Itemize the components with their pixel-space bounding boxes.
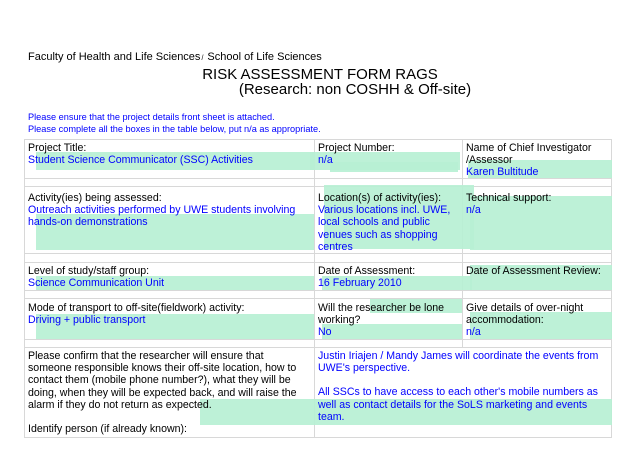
assessment-date-value: 16 February 2010 xyxy=(318,277,402,290)
activities-cell xyxy=(28,192,295,229)
technical-support-value: n/a xyxy=(466,204,481,217)
faculty-header xyxy=(28,51,322,63)
technical-support-label: Technical support: xyxy=(466,192,552,204)
locations-label: Location(s) of activity(ies): xyxy=(318,192,442,204)
locations-value-line: venues such as shopping xyxy=(318,228,438,241)
table-rule xyxy=(24,139,25,438)
chief-investigator-label: Name of Chief Investigator xyxy=(466,142,592,154)
project-title-value: Student Science Communicator (SSC) Activities xyxy=(28,154,253,167)
confirm-label-line: someone responsible knows their off-site location, how to xyxy=(28,362,297,375)
table-rule xyxy=(24,186,612,187)
confirm-label-line: contact them (mobile phone number?), what they will be xyxy=(28,374,291,387)
assessment-date-label: Date of Assessment: xyxy=(318,265,416,277)
activities-label: Activity(ies) being assessed: xyxy=(28,192,162,204)
form-subtitle: (Research: non COSHH & Off-site) xyxy=(238,81,472,98)
confirm-label-line: doing, when they will be expected back, and will raise the xyxy=(28,386,297,399)
locations-cell xyxy=(318,192,450,253)
confirm-value-line: Justin Iriajen / Mandy James will coordinate the events from xyxy=(318,350,599,362)
accommodation-value: n/a xyxy=(466,326,481,339)
transport-cell xyxy=(28,302,244,326)
confirm-label-line: alarm if they do not return as expected. xyxy=(28,398,212,411)
transport-label: Mode of transport to off-site(fieldwork) activity: xyxy=(28,302,245,314)
project-number-cell xyxy=(318,142,395,166)
identify-label: Identify person (if already known): xyxy=(28,423,187,436)
locations-value-line: local schools and public xyxy=(318,216,430,229)
lone-working-cell xyxy=(318,302,444,339)
lone-working-label: Will the researcher be lone xyxy=(318,302,445,314)
lone-working-label: working? xyxy=(318,314,361,327)
header-separator: / xyxy=(201,55,204,62)
table-rule xyxy=(24,298,612,299)
project-title-label: Project Title: xyxy=(28,142,87,154)
instructions xyxy=(28,111,321,135)
table-rule xyxy=(24,262,612,263)
confirm-value-cell xyxy=(318,350,598,423)
activities-value-line: Outreach activities performed by UWE students involving xyxy=(28,204,296,217)
locations-value-line: centres xyxy=(318,240,353,253)
table-rule xyxy=(24,290,612,291)
chief-investigator-label-2: /Assessor xyxy=(466,154,513,167)
chief-investigator-value: Karen Bultitude xyxy=(466,166,539,179)
confirm-value-line: UWE's perspective. xyxy=(318,362,411,375)
transport-value: Driving + public transport xyxy=(28,314,146,327)
table-rule xyxy=(24,253,612,254)
table-rule xyxy=(24,139,612,140)
confirm-cell xyxy=(28,350,297,435)
table-rule xyxy=(314,139,315,438)
instruction-line: Please complete all the boxes in the table below, put n/a as appropriate. xyxy=(28,124,321,134)
locations-value-line: Various locations incl. UWE, xyxy=(318,204,451,217)
accommodation-cell xyxy=(466,302,583,339)
level-label: Level of study/staff group: xyxy=(28,265,150,277)
level-cell xyxy=(28,265,164,289)
table-rule xyxy=(24,339,612,340)
chief-investigator-cell xyxy=(466,142,591,179)
confirm-value-line: All SSCs to have access to each other's mobile numbers as xyxy=(318,386,598,399)
accommodation-label: Give details of over-night xyxy=(466,302,584,314)
confirm-value-line: team. xyxy=(318,410,345,423)
table-rule xyxy=(24,347,612,348)
table-rule xyxy=(24,437,612,438)
instruction-line: Please ensure that the project details front sheet is attached. xyxy=(28,112,275,122)
review-date-label: Date of Assessment Review: xyxy=(466,265,601,277)
lone-working-value: No xyxy=(318,326,332,339)
assessment-date-cell xyxy=(318,265,415,289)
activities-value-line: hands-on demonstrations xyxy=(28,216,148,229)
confirm-value-line: well as contact details for the SoLS marketing and events xyxy=(318,398,588,411)
confirm-label-line: Please confirm that the researcher will ensure that xyxy=(28,350,264,362)
accommodation-label: accommodation: xyxy=(466,314,544,327)
school-name: School of Life Sciences xyxy=(207,51,322,63)
faculty-name: Faculty of Health and Life Sciences xyxy=(28,51,201,63)
level-value: Science Communication Unit xyxy=(28,277,165,290)
form-title: RISK ASSESSMENT FORM RAGS xyxy=(202,66,438,83)
project-number-value: n/a xyxy=(318,154,333,167)
technical-support-cell xyxy=(466,192,551,216)
project-title-cell xyxy=(28,142,253,166)
review-date-cell xyxy=(466,265,601,277)
project-number-label: Project Number: xyxy=(318,142,395,154)
